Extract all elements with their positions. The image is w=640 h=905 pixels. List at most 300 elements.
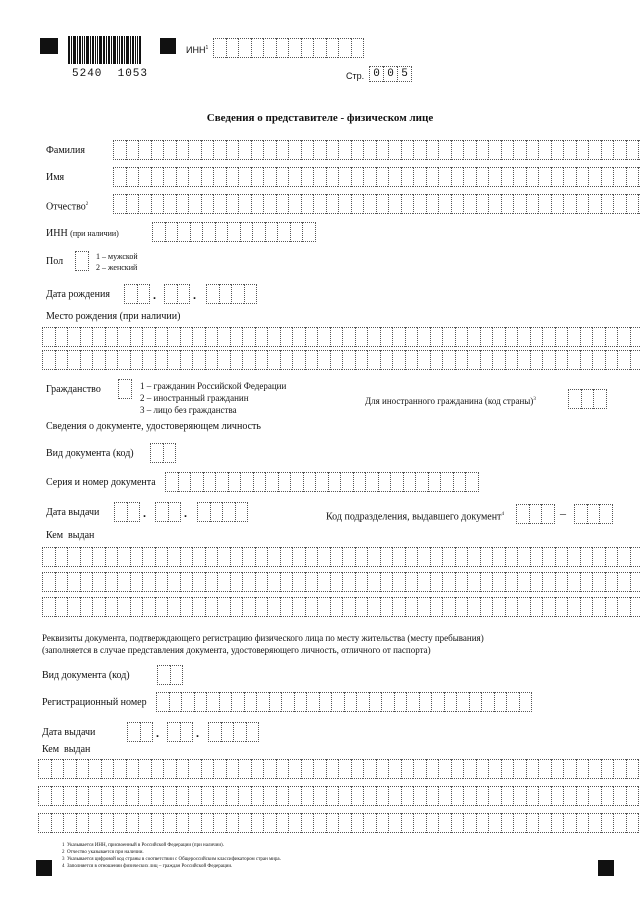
input-cell[interactable] (465, 472, 479, 492)
input-cell[interactable] (213, 759, 226, 779)
input-cell[interactable] (38, 759, 51, 779)
input-cell[interactable] (588, 813, 601, 833)
input-cell[interactable] (151, 759, 164, 779)
input-cell[interactable] (626, 786, 639, 806)
input-cell[interactable] (538, 194, 551, 214)
input-cell[interactable] (55, 572, 68, 592)
input-cell[interactable] (201, 786, 214, 806)
input-cell[interactable] (363, 786, 376, 806)
input-cell[interactable] (201, 194, 214, 214)
input-cell[interactable] (530, 597, 543, 617)
input-cell[interactable] (217, 547, 230, 567)
input-cell[interactable] (138, 167, 151, 187)
input-cell[interactable] (42, 597, 55, 617)
name-cells[interactable] (113, 167, 640, 187)
input-cell[interactable] (202, 222, 215, 242)
input-cell[interactable] (440, 472, 453, 492)
input-cell[interactable] (176, 786, 189, 806)
input-cell[interactable] (188, 167, 201, 187)
input-cell[interactable] (105, 572, 118, 592)
input-cell[interactable] (417, 547, 430, 567)
input-cell[interactable] (290, 222, 303, 242)
issued-by-cells-row3[interactable] (42, 597, 640, 617)
input-cell[interactable] (480, 327, 493, 347)
input-cell[interactable] (576, 813, 589, 833)
input-cell[interactable] (203, 472, 216, 492)
input-cell[interactable] (231, 692, 244, 712)
input-cell[interactable] (155, 502, 168, 522)
input-cell[interactable] (587, 504, 600, 524)
input-cell[interactable] (451, 194, 464, 214)
input-cell[interactable] (167, 350, 180, 370)
input-cell[interactable] (163, 167, 176, 187)
input-cell[interactable] (180, 572, 193, 592)
input-cell[interactable] (301, 759, 314, 779)
input-cell[interactable] (165, 472, 178, 492)
input-cell[interactable] (127, 722, 140, 742)
input-cell[interactable] (242, 597, 255, 617)
input-cell[interactable] (601, 813, 614, 833)
input-cell[interactable] (430, 572, 443, 592)
input-cell[interactable] (240, 472, 253, 492)
input-cell[interactable] (426, 167, 439, 187)
input-cell[interactable] (305, 350, 318, 370)
input-cell[interactable] (51, 786, 64, 806)
input-cell[interactable] (415, 472, 428, 492)
input-cell[interactable] (476, 194, 489, 214)
input-cell[interactable] (163, 443, 177, 463)
input-cell[interactable] (451, 167, 464, 187)
input-cell[interactable] (501, 759, 514, 779)
input-cell[interactable] (170, 665, 184, 685)
input-cell[interactable] (405, 597, 418, 617)
input-cell[interactable] (281, 692, 294, 712)
input-cell[interactable] (340, 472, 353, 492)
issue-year-cells[interactable] (197, 502, 248, 522)
input-cell[interactable] (292, 327, 305, 347)
input-cell[interactable] (188, 786, 201, 806)
input-cell[interactable] (277, 222, 290, 242)
birth-day-cells[interactable] (124, 284, 150, 304)
input-cell[interactable] (519, 692, 533, 712)
input-cell[interactable] (480, 572, 493, 592)
input-cell[interactable] (313, 786, 326, 806)
input-cell[interactable] (328, 472, 341, 492)
input-cell[interactable] (126, 140, 139, 160)
input-cell[interactable] (67, 547, 80, 567)
input-cell[interactable] (551, 140, 564, 160)
input-cell[interactable] (190, 472, 203, 492)
input-cell[interactable] (230, 572, 243, 592)
input-cell[interactable] (526, 759, 539, 779)
input-cell[interactable] (588, 140, 601, 160)
input-cell[interactable] (365, 472, 378, 492)
input-cell[interactable] (228, 472, 241, 492)
input-cell[interactable] (126, 759, 139, 779)
input-cell[interactable] (555, 547, 568, 567)
input-cell[interactable] (138, 759, 151, 779)
input-cell[interactable] (363, 167, 376, 187)
input-cell[interactable] (601, 167, 614, 187)
input-cell[interactable] (542, 327, 555, 347)
input-cell[interactable] (251, 140, 264, 160)
input-cell[interactable] (163, 813, 176, 833)
birth-month-cells[interactable] (164, 284, 190, 304)
input-cell[interactable] (188, 140, 201, 160)
input-cell[interactable] (476, 759, 489, 779)
input-cell[interactable] (105, 597, 118, 617)
input-cell[interactable] (592, 597, 605, 617)
input-cell[interactable] (51, 759, 64, 779)
input-cell[interactable] (330, 597, 343, 617)
input-cell[interactable] (288, 167, 301, 187)
input-cell[interactable] (219, 284, 232, 304)
input-cell[interactable] (280, 327, 293, 347)
input-cell[interactable] (101, 813, 114, 833)
input-cell[interactable] (114, 502, 127, 522)
input-cell[interactable] (326, 813, 339, 833)
input-cell[interactable] (438, 813, 451, 833)
input-cell[interactable] (269, 692, 282, 712)
input-cell[interactable] (542, 572, 555, 592)
input-cell[interactable] (353, 472, 366, 492)
input-cell[interactable] (180, 722, 194, 742)
input-cell[interactable] (217, 572, 230, 592)
input-cell[interactable] (292, 597, 305, 617)
input-cell[interactable] (551, 194, 564, 214)
input-cell[interactable] (403, 472, 416, 492)
input-cell[interactable] (451, 813, 464, 833)
input-cell[interactable] (501, 167, 514, 187)
input-cell[interactable] (219, 692, 232, 712)
input-cell[interactable] (238, 759, 251, 779)
doc-type-cells[interactable] (150, 443, 176, 463)
input-cell[interactable] (455, 572, 468, 592)
input-cell[interactable] (363, 140, 376, 160)
input-cell[interactable] (205, 597, 218, 617)
input-cell[interactable] (163, 194, 176, 214)
input-cell[interactable] (613, 813, 626, 833)
input-cell[interactable] (205, 572, 218, 592)
input-cell[interactable] (251, 786, 264, 806)
input-cell[interactable] (574, 504, 587, 524)
input-cell[interactable] (192, 597, 205, 617)
input-cell[interactable] (376, 813, 389, 833)
input-cell[interactable] (342, 572, 355, 592)
input-cell[interactable] (413, 759, 426, 779)
input-cell[interactable] (392, 547, 405, 567)
birth-place-cells-row1[interactable] (42, 327, 640, 347)
input-cell[interactable] (226, 759, 239, 779)
input-cell[interactable] (567, 350, 580, 370)
input-cell[interactable] (255, 597, 268, 617)
input-cell[interactable] (480, 597, 493, 617)
input-cell[interactable] (306, 692, 319, 712)
input-cell[interactable] (580, 547, 593, 567)
input-cell[interactable] (538, 167, 551, 187)
input-cell[interactable] (469, 692, 482, 712)
input-cell[interactable] (288, 786, 301, 806)
input-cell[interactable] (155, 327, 168, 347)
input-cell[interactable] (380, 597, 393, 617)
input-cell[interactable] (605, 597, 618, 617)
input-cell[interactable] (206, 284, 219, 304)
input-cell[interactable] (376, 167, 389, 187)
input-cell[interactable] (205, 350, 218, 370)
input-cell[interactable] (338, 140, 351, 160)
input-cell[interactable] (555, 597, 568, 617)
input-cell[interactable] (388, 140, 401, 160)
input-cell[interactable] (42, 547, 55, 567)
input-cell[interactable] (363, 813, 376, 833)
input-cell[interactable] (388, 194, 401, 214)
input-cell[interactable] (267, 572, 280, 592)
series-number-cells[interactable] (165, 472, 479, 492)
input-cell[interactable] (192, 350, 205, 370)
input-cell[interactable] (501, 813, 514, 833)
input-cell[interactable] (488, 167, 501, 187)
input-cell[interactable] (233, 722, 246, 742)
input-cell[interactable] (246, 722, 260, 742)
input-cell[interactable] (626, 759, 639, 779)
surname-cells[interactable] (113, 140, 640, 160)
input-cell[interactable] (513, 194, 526, 214)
input-cell[interactable] (463, 140, 476, 160)
input-cell[interactable] (401, 786, 414, 806)
input-cell[interactable] (256, 692, 269, 712)
input-cell[interactable] (563, 194, 576, 214)
input-cell[interactable] (230, 547, 243, 567)
input-cell[interactable] (226, 786, 239, 806)
input-cell[interactable] (355, 547, 368, 567)
input-cell[interactable] (326, 759, 339, 779)
input-cell[interactable] (626, 194, 639, 214)
input-cell[interactable] (288, 140, 301, 160)
input-cell[interactable] (130, 350, 143, 370)
input-cell[interactable] (244, 692, 257, 712)
input-cell[interactable] (230, 597, 243, 617)
input-cell[interactable] (151, 194, 164, 214)
input-cell[interactable] (117, 350, 130, 370)
input-cell[interactable] (230, 350, 243, 370)
input-cell[interactable] (317, 572, 330, 592)
input-cell[interactable] (76, 786, 89, 806)
input-cell[interactable] (140, 722, 154, 742)
input-cell[interactable] (453, 472, 466, 492)
input-cell[interactable] (505, 572, 518, 592)
input-cell[interactable] (168, 502, 182, 522)
input-cell[interactable] (80, 327, 93, 347)
input-cell[interactable] (280, 547, 293, 567)
input-cell[interactable] (419, 692, 432, 712)
input-cell[interactable] (413, 813, 426, 833)
input-cell[interactable] (301, 140, 314, 160)
input-cell[interactable] (367, 597, 380, 617)
input-cell[interactable] (426, 813, 439, 833)
input-cell[interactable] (599, 504, 613, 524)
input-cell[interactable] (376, 759, 389, 779)
input-cell[interactable] (494, 692, 507, 712)
input-cell[interactable] (163, 786, 176, 806)
input-cell[interactable] (342, 547, 355, 567)
input-cell[interactable] (201, 140, 214, 160)
citizenship-cell[interactable] (118, 379, 132, 399)
input-cell[interactable] (526, 140, 539, 160)
input-cell[interactable] (601, 786, 614, 806)
input-cell[interactable] (213, 140, 226, 160)
input-cell[interactable] (426, 759, 439, 779)
input-cell[interactable] (164, 284, 177, 304)
input-cell[interactable] (430, 547, 443, 567)
input-cell[interactable] (301, 813, 314, 833)
input-cell[interactable] (555, 350, 568, 370)
input-cell[interactable] (551, 167, 564, 187)
input-cell[interactable] (263, 167, 276, 187)
input-cell[interactable] (338, 786, 351, 806)
input-cell[interactable] (488, 813, 501, 833)
input-cell[interactable] (367, 350, 380, 370)
input-cell[interactable] (505, 350, 518, 370)
input-cell[interactable] (92, 597, 105, 617)
input-cell[interactable] (526, 194, 539, 214)
input-cell[interactable] (630, 547, 640, 567)
input-cell[interactable] (405, 547, 418, 567)
input-cell[interactable] (580, 350, 593, 370)
input-cell[interactable] (567, 327, 580, 347)
input-cell[interactable] (197, 502, 210, 522)
input-cell[interactable] (76, 759, 89, 779)
input-cell[interactable] (605, 350, 618, 370)
input-cell[interactable] (351, 786, 364, 806)
input-cell[interactable] (338, 759, 351, 779)
input-cell[interactable] (455, 327, 468, 347)
input-cell[interactable] (92, 547, 105, 567)
input-cell[interactable] (217, 327, 230, 347)
input-cell[interactable] (317, 350, 330, 370)
input-cell[interactable] (517, 547, 530, 567)
input-cell[interactable] (378, 472, 391, 492)
input-cell[interactable] (513, 813, 526, 833)
input-cell[interactable] (563, 140, 576, 160)
input-cell[interactable] (463, 786, 476, 806)
input-cell[interactable] (392, 572, 405, 592)
input-cell[interactable] (330, 572, 343, 592)
input-cell[interactable] (213, 167, 226, 187)
input-cell[interactable] (301, 786, 314, 806)
input-cell[interactable] (176, 759, 189, 779)
input-cell[interactable] (390, 472, 403, 492)
input-cell[interactable] (417, 350, 430, 370)
input-cell[interactable] (428, 472, 441, 492)
input-cell[interactable] (442, 327, 455, 347)
input-cell[interactable] (213, 786, 226, 806)
input-cell[interactable] (206, 692, 219, 712)
input-cell[interactable] (317, 327, 330, 347)
input-cell[interactable] (330, 327, 343, 347)
input-cell[interactable] (276, 759, 289, 779)
input-cell[interactable] (138, 786, 151, 806)
input-cell[interactable] (80, 350, 93, 370)
input-cell[interactable] (155, 597, 168, 617)
input-cell[interactable] (592, 327, 605, 347)
input-cell[interactable] (278, 472, 291, 492)
input-cell[interactable] (180, 547, 193, 567)
input-cell[interactable] (176, 813, 189, 833)
input-cell[interactable] (101, 786, 114, 806)
input-cell[interactable] (118, 379, 132, 399)
input-cell[interactable] (630, 327, 640, 347)
input-cell[interactable] (431, 692, 444, 712)
input-cell[interactable] (88, 786, 101, 806)
input-cell[interactable] (617, 572, 630, 592)
input-cell[interactable] (580, 327, 593, 347)
input-cell[interactable] (165, 222, 178, 242)
input-cell[interactable] (430, 327, 443, 347)
input-cell[interactable] (181, 692, 194, 712)
input-cell[interactable] (126, 167, 139, 187)
input-cell[interactable] (451, 759, 464, 779)
input-cell[interactable] (238, 786, 251, 806)
input-cell[interactable] (88, 759, 101, 779)
input-cell[interactable] (626, 140, 639, 160)
input-cell[interactable] (319, 692, 332, 712)
input-cell[interactable] (42, 350, 55, 370)
input-cell[interactable] (313, 759, 326, 779)
input-cell[interactable] (476, 813, 489, 833)
input-cell[interactable] (55, 547, 68, 567)
input-cell[interactable] (92, 327, 105, 347)
input-cell[interactable] (401, 167, 414, 187)
input-cell[interactable] (251, 167, 264, 187)
input-cell[interactable] (51, 813, 64, 833)
input-cell[interactable] (242, 327, 255, 347)
input-cell[interactable] (517, 327, 530, 347)
input-cell[interactable] (601, 194, 614, 214)
input-cell[interactable] (463, 194, 476, 214)
input-cell[interactable] (442, 597, 455, 617)
input-cell[interactable] (117, 597, 130, 617)
input-cell[interactable] (417, 327, 430, 347)
input-cell[interactable] (222, 502, 235, 522)
input-cell[interactable] (88, 813, 101, 833)
input-cell[interactable] (613, 140, 626, 160)
input-cell[interactable] (538, 813, 551, 833)
input-cell[interactable] (142, 350, 155, 370)
input-cell[interactable] (513, 759, 526, 779)
input-cell[interactable] (501, 786, 514, 806)
input-cell[interactable] (305, 597, 318, 617)
input-cell[interactable] (613, 167, 626, 187)
issued-by-cells-row2[interactable] (42, 572, 640, 592)
input-cell[interactable] (130, 597, 143, 617)
input-cell[interactable] (151, 786, 164, 806)
input-cell[interactable] (351, 167, 364, 187)
input-cell[interactable] (626, 813, 639, 833)
input-cell[interactable] (480, 350, 493, 370)
input-cell[interactable] (355, 327, 368, 347)
input-cell[interactable] (205, 327, 218, 347)
input-cell[interactable] (488, 759, 501, 779)
input-cell[interactable] (313, 140, 326, 160)
input-cell[interactable] (317, 547, 330, 567)
input-cell[interactable] (576, 140, 589, 160)
input-cell[interactable] (517, 597, 530, 617)
input-cell[interactable] (351, 140, 364, 160)
foreign-country-code-cells[interactable] (568, 389, 607, 409)
input-cell[interactable] (626, 167, 639, 187)
input-cell[interactable] (38, 813, 51, 833)
input-cell[interactable] (167, 547, 180, 567)
